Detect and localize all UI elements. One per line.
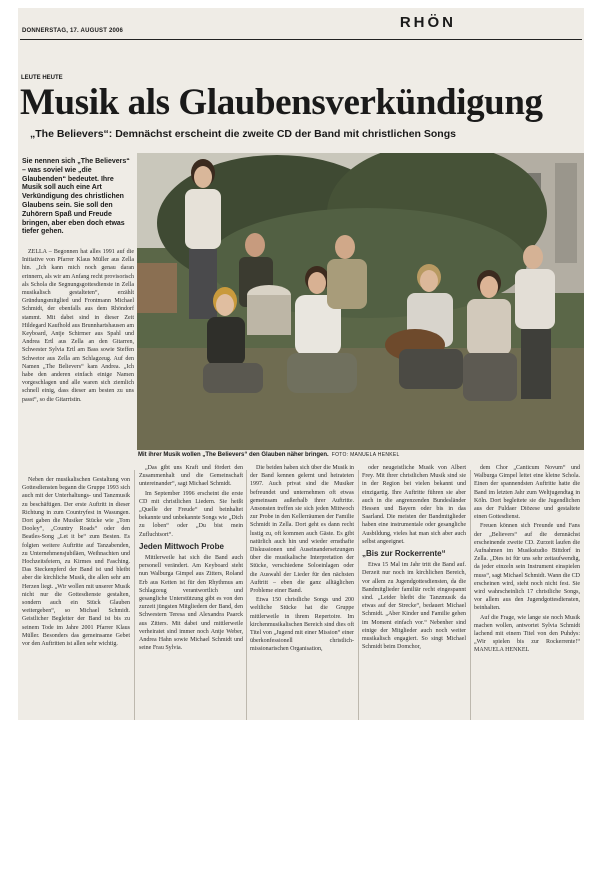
column-divider <box>358 470 359 720</box>
photo-credit: FOTO: MANUELA HENKEL <box>331 452 400 458</box>
column-4-paragraph: Etwa 15 Mal im Jahr tritt die Band auf. Derzeit nur noch im kirchlichen Bereich, vor allem zu Jugendgottesdiensten, da die Bandmitglieder familiär recht eingespannt sind. „Leider bleibt die Tanzmusik da etwas auf der Strecke“, bedauert Michael Schmidt. „Aber Kinder und Familie gehen im Moment einfach vor.“ Nebenher sind einige der Mitglieder auch noch weiter musikalisch engagiert. So singt Michael Schmidt beim Domchor, <box>362 562 466 651</box>
column-divider <box>470 470 471 720</box>
issue-date: DONNERSTAG, 17. AUGUST 2006 <box>22 28 124 34</box>
column-1 <box>22 476 130 720</box>
column-2-paragraph: Mittlerweile hat sich die Band auch personell verändert. Am Keyboard steht nun Walburga Gimpel aus Zitters, Roland Erb aus Ketten ist für den Rhythmus am Schlagzeug verantwortlich und gesangliche Unterstützung gibt es von den zurzeit jüngsten Mitgliedern der Band, den Schwestern Teresa und Alexandra Paarck aus Zitters. Mit dabei und mittlerweile verheiratet sind immer noch Antje Weber, Andrea Hahn sowie Michael Schmidt und seine Frau Sylvia. <box>139 555 243 652</box>
column-3 <box>250 464 354 720</box>
subheading-probe: Jeden Mittwoch Probe <box>139 541 224 551</box>
lead-text: ZELLA – Begonnen hat alles 1991 auf die Initiative von Pfarrer Klaus Müller aus Zella hin. „Ich kann mich noch genau daran erinnern, als wir am Anfang recht provisorisch als Schola die Segnungsgottesdienste in Zella musikalisch gestalteten“, erzählt Gründungsmitglied und Frontmann Michael Schmidt, der ebenfalls aus dem Rhöndorf stammt. Mit dabei sind in dieser Zeit Hildegard Kaufhold aus Brunnhartshausen am Keyboard, Antje Schirmer aus Spahl und Andrea Ertl aus Zella an den Gitarren, Schwester Sylvia Ertl am Bass sowie Steffen Schwetor aus Zella am Schlagzeug. Auf den Namen „The Believers“ kam Andrea. „Ich habe den anderen einfach einige Namen vorgeschlagen und alle waren sich ziemlich schnell einig, dass dieser am besten zu uns passt“, so die Gitarristin. <box>22 249 134 403</box>
article-intro: Sie nennen sich „The Believers“ – was soviel wie „die Glaubenden“ bedeutet. Ihre Musik soll auch eine Art Verkündigung des christlichen Glaubens sein. Sie soll den Zuhörern Spaß und Freude bringen, aber eben doch etwas tiefer gehen. <box>22 158 130 236</box>
column-divider <box>246 470 247 720</box>
column-5-paragraph: dem Chor „Canticum Novum“ und Walburga Gimpel leitet eine kleine Schola. Einen der spannendsten Auftritte hatte die Band im letzten Jahr zum Weltjugendtag in Köln. Dort begleitete sie die Jugendlichen aus der Fuldaer Diözese und gestaltete einen Gottesdienst. <box>474 465 580 521</box>
column-4 <box>362 464 466 720</box>
article-headline: Musik als Glaubensverkündigung <box>20 82 543 123</box>
article-kicker: LEUTE HEUTE <box>21 75 63 81</box>
column-2-paragraph: „Das gibt uns Kraft und fördert den Zusammenhalt und die Gemeinschaft untereinander“, sagt Michael Schmidt. <box>139 465 243 488</box>
column-5-paragraph: Auf die Frage, wie lange sie noch Musik machen wollen, antwortet Sylvia Schmidt lachend mit einem Titel von den Puhdys: „Wir spielen bis zur Rockerrente!“ MANUELA HENKEL <box>474 614 580 654</box>
band-photo-graphic <box>137 153 584 450</box>
photo-caption <box>138 452 583 458</box>
column-5 <box>474 464 580 720</box>
masthead-rule <box>20 39 582 40</box>
column-1-paragraph: Neben der musikalischen Gestaltung von Gottesdiensten begann die Gruppe 1993 sich auch mit der Unterhaltungs- und Tanzmusik zu beschäftigen. Der erste Auftritt in dieser Richtung in zum Countryfest in Wasungen. Dort gaben die Musiker Stücke wie „Tom Dooley“, „Country Roads“ oder den Beatles-Song „Let it be“ zum Besten. Es folgten weitere Auftritte auf Tanzabenden, zu Unternehmensjubiläen, Weihnachten und Hochzeitsfeiern, zu Kirmes und Fasching. Das Steckenpferd der Band ist und bleibt aber die kirchliche Musik, die allen sehr am Herzen liegt. „Wir wollen mit unserer Musik nicht nur die Gottesdienste gestalten, sondern auch ein Stück Glauben weitergeben“, so Michael Schmidt. Geistlicher Begleiter der Band ist bis zu seinem Tode im Jahre 2001 Pfarrer Klaus Müller. Besonders das gemeinsame Gebet vor den Auftritten ist allen sehr wichtig. <box>22 477 130 648</box>
church-tower <box>555 163 577 263</box>
fence <box>137 263 177 313</box>
column-2 <box>139 464 243 720</box>
column-2-paragraph: Im September 1996 erscheint die erste CD mit christlichen Liedern. Sie heißt „Quelle der Freude“ und beinhaltet bekannte und unbekannte Songs wie „Dich zu loben“ oder „Du bist mein Zufluchtsort“. <box>139 490 243 538</box>
column-3-paragraph: Die beiden haben sich über die Musik in der Band kennen gelernt und heirateten 1997. Auch privat sind die Musiker befreundet und unternehmen oft etwas gemeinsam außerhalb ihrer Auftritte. Ansonsten treffen sie sich jeden Mittwoch zur Probe in den Kellerräumen der Familie Schmidt in Zella. Dort geht es dann recht lustig zu, oft kommen auch Gäste. Es gibt natürlich auch hin und wieder ernsthafte Diskussionen und Auseinandersetzungen über die musikalische Interpretation der Stücke, verschiedene Soloeinlagen oder die Auswahl der Lieder für den nächsten Auftritt – eben die ganz alltäglichen Probleme einer Band. <box>250 465 354 595</box>
newspaper-clipping <box>18 8 584 720</box>
section-region: RHÖN <box>399 14 456 31</box>
column-3-paragraph: Etwa 150 christliche Songs und 200 weltliche Stücke hat die Gruppe mittlerweile in ihrem Repertoire. Im kirchenmusikalischen Bereich sind dies oft Titel von „Jugend mit einer Mission“ einer überkonfessionell christlich-missionarischen Organisation, <box>250 597 354 653</box>
column-5-paragraph: Freuen können sich Freunde und Fans der „Believers“ auf die demnächst erscheinende zweite CD. Zurzeit laufen die Aufnahmen im Musikstudio Bittdorf in Zella. „Dies ist für uns sehr zeitaufwendig, da jeder einzeln sein Instrument einspielen muss“, sagt Michael Schmidt. Wann die CD erscheinen wird, steht noch nicht fest. Sie wird wahrscheinlich 17 christliche Songs, vor allem aus den Jugendgottesdiensten, beinhalten. <box>474 523 580 612</box>
band-photo <box>137 153 584 450</box>
lead-paragraph <box>22 248 134 476</box>
caption-text: Mit ihrer Musik wollen „The Believers“ den Glauben näher bringen. <box>138 452 329 458</box>
column-4-paragraph: oder neugeistliche Musik von Albert Frey. Mit ihrer christlichen Musik sind sie in der Region bei vielen bekannt und einzigartig. Ihre Auftritte führen sie aber auch in die angrenzenden Bundesländer Hessen und Bayern oder bis in das Saarland. Die meisten der Bandmitglieder haben eine instrumentale oder gesangliche Ausbildung, vieles hat man sich aber auch selbst angeeignet. <box>362 465 466 545</box>
column-divider <box>134 470 135 720</box>
subheading-rockerrente: „Bis zur Rockerrente“ <box>362 549 446 559</box>
article-subheadline: „The Believers“: Demnächst erscheint die zweite CD der Band mit christlichen Songs <box>30 128 456 140</box>
